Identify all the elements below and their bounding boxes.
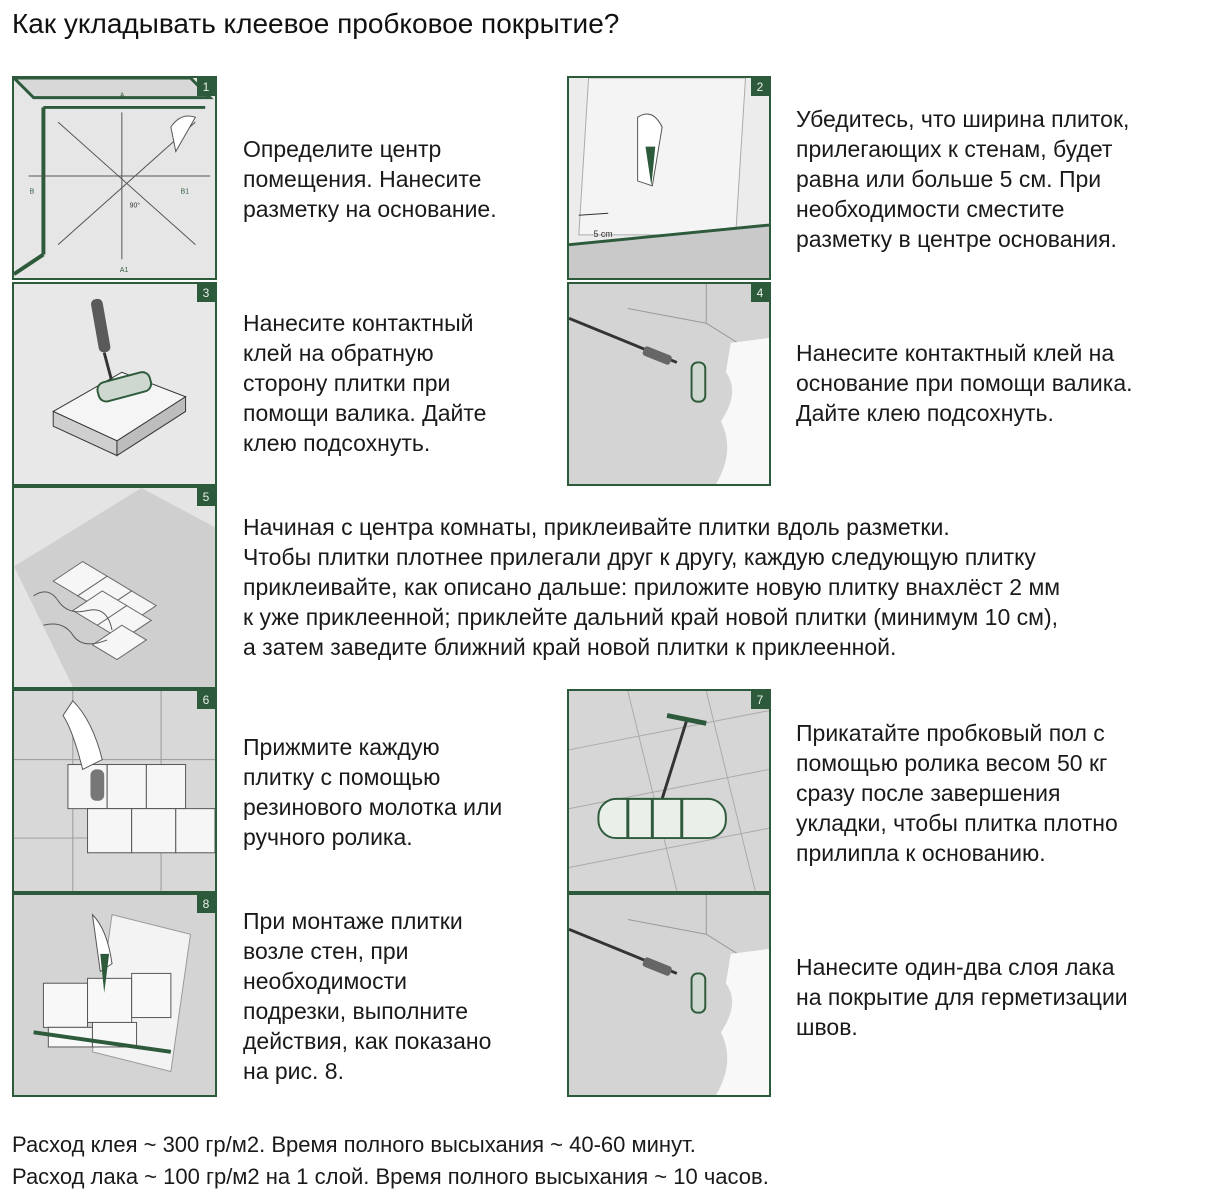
step-2-number: 2: [751, 78, 769, 96]
varnish-roller-icon: [569, 895, 769, 1095]
roller-on-floor-icon: [569, 284, 769, 484]
step-5-number: 5: [197, 488, 215, 506]
footer-varnish-consumption: Расход лака ~ 100 гр/м2 на 1 слой. Время полного высыхания ~ 10 часов.: [12, 1164, 769, 1189]
room-center-marking-icon: [14, 78, 215, 278]
step-9-illustration: [567, 893, 771, 1097]
page-title: Как укладывать клеевое пробковое покрытие?: [12, 8, 620, 39]
step-3-number: 3: [197, 284, 215, 302]
step-9-text: Нанесите один-два слоя лака на покрытие для герметизации швов.: [796, 954, 1128, 1040]
step-4-text: Нанесите контактный клей на основание при помощи валика. Дайте клею подсохнуть.: [796, 340, 1133, 426]
step-5-illustration: [12, 486, 217, 689]
step-7-illustration: [567, 689, 771, 893]
step-8-illustration: [12, 893, 217, 1097]
step-3-text: Нанесите контактный клей на обратную сторону плитки при помощи валика. Дайте клею подсохнуть.: [243, 310, 487, 456]
step-1-illustration: [12, 76, 217, 280]
label-a1: A1: [119, 267, 129, 275]
label-b1: B1: [180, 188, 190, 196]
roller-on-tiles-icon: [14, 284, 215, 484]
heavy-roller-icon: [569, 691, 769, 891]
step-1-number: 1: [197, 78, 215, 96]
tile-cutting-icon: [14, 895, 215, 1095]
step-6-text: Прижмите каждую плитку с помощью резинового молотка или ручного ролика.: [243, 734, 503, 850]
label-b: B: [29, 188, 35, 196]
measure-5cm-icon: [569, 78, 769, 278]
label-a: A: [119, 92, 125, 100]
step-6-number: 6: [197, 691, 215, 709]
step-8-text: При монтаже плитки возле стен, при необходимости подрезки, выполните действия, как показано на рис. 8.: [243, 908, 492, 1084]
footer-glue-consumption: Расход клея ~ 300 гр/м2. Время полного высыхания ~ 40-60 минут.: [12, 1132, 696, 1157]
hand-roller-icon: [14, 691, 215, 891]
label-5cm: 5 cm: [593, 228, 613, 239]
step-4-number: 4: [751, 284, 769, 302]
step-2-text: Убедитесь, что ширина плиток, прилегающих к стенам, будет равна или больше 5 см. При необходимости сместите разметку в центре основания.: [796, 106, 1130, 252]
step-4-illustration: [567, 282, 771, 486]
step-7-number: 7: [751, 691, 769, 709]
step-1-text: Определите центр помещения. Нанесите разметку на основание.: [243, 136, 497, 222]
step-8-number: 8: [197, 895, 215, 913]
step-6-illustration: [12, 689, 217, 893]
step-5-text: Начиная с центра комнаты, приклеивайте плитки вдоль разметки. Чтобы плитки плотнее прилегали друг к другу, каждую следующую плитку приклеивайте, как описано дальше: приложите новую плитку внахлёст 2 мм к уже приклеенной; приклейте дальний край новой плитки (минимум 10 см), а затем заведите ближний край новой плитки к приклеенной.: [243, 514, 1061, 660]
tile-laying-icon: [14, 488, 215, 687]
step-7-text: Прикатайте пробковый пол с помощью ролика весом 50 кг сразу после завершения укладки, чтобы плитка плотно прилипла к основанию.: [796, 720, 1118, 866]
step-2-illustration: [567, 76, 771, 280]
label-angle: 90°: [129, 202, 141, 210]
step-3-illustration: [12, 282, 217, 486]
